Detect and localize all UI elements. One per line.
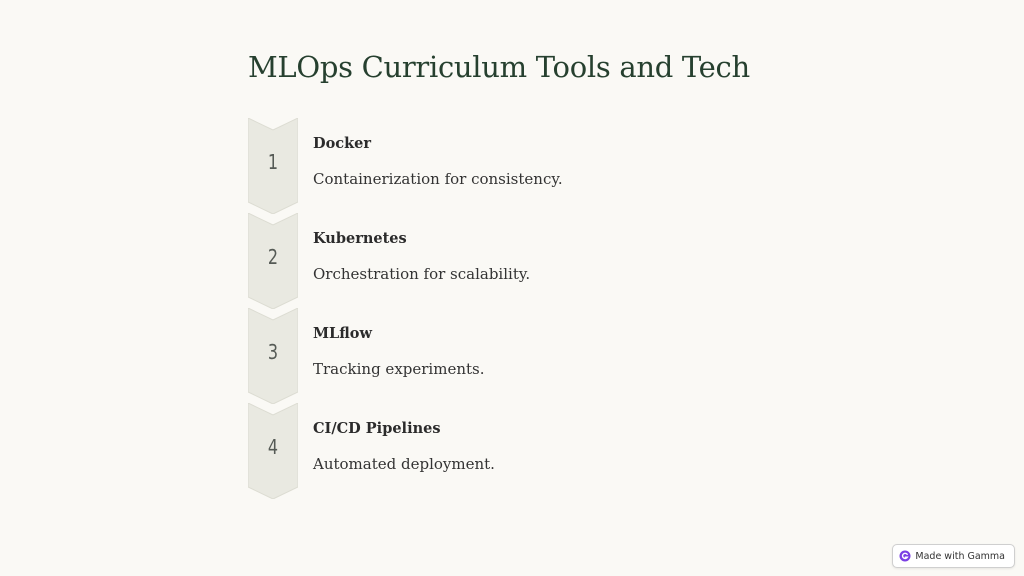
step-number: 1 [267,150,279,174]
step-heading: Kubernetes [313,230,407,247]
step-item [248,213,748,308]
page-title: MLOps Curriculum Tools and Tech [248,50,750,84]
step-description: Tracking experiments. [313,360,485,378]
gamma-logo-icon [899,550,911,562]
step-number: 2 [267,245,279,269]
step-number: 3 [267,340,279,364]
steps-list [248,118,748,498]
badge-label: Made with Gamma [915,550,1005,562]
step-heading: CI/CD Pipelines [313,420,441,437]
step-description: Automated deployment. [313,455,495,473]
step-description: Containerization for consistency. [313,170,563,188]
step-heading: MLflow [313,325,372,342]
made-with-gamma-badge[interactable] [892,544,1015,568]
step-item [248,403,748,498]
step-description: Orchestration for scalability. [313,265,531,283]
step-number: 4 [267,435,279,459]
step-heading: Docker [313,135,371,152]
step-item [248,308,748,403]
step-item [248,118,748,213]
